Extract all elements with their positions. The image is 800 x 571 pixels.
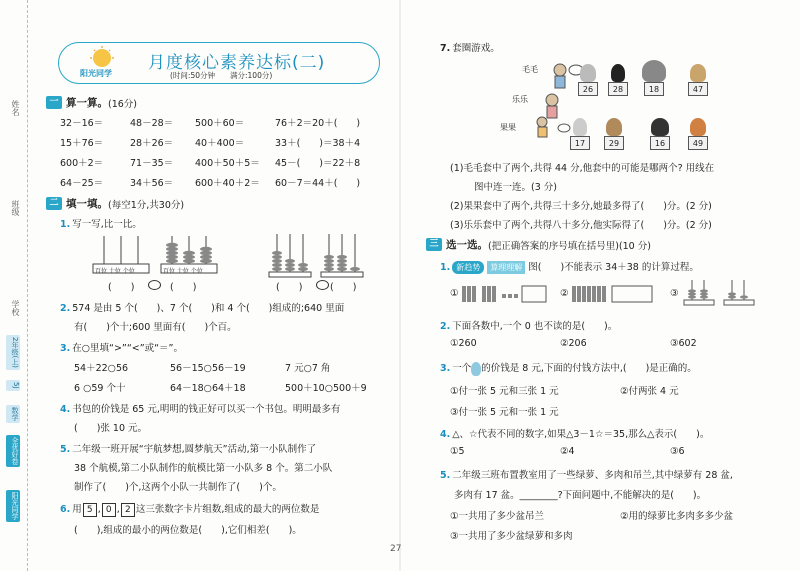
q1-text: 写一写,比一比。 xyxy=(72,219,142,230)
c2-option-2[interactable]: ②206 xyxy=(560,338,587,349)
compare-item: 6 ○59 个十 xyxy=(74,383,126,394)
new-trend-tag: 新趋势 xyxy=(452,261,484,274)
c4-text: △、☆代表不同的数字,如果△3－1☆＝35,那么△表示( )。 xyxy=(452,429,710,440)
school-label: 学校 xyxy=(11,300,20,316)
calc-item: 600＋2＝ xyxy=(60,158,104,169)
c2-option-1[interactable]: ①260 xyxy=(450,338,477,349)
c2-option-3[interactable]: ③602 xyxy=(670,338,697,349)
q5-line3: 制作了( )个,这两个小队一共制作了( )个。 xyxy=(74,482,282,493)
calc-item: 76＋2＝20＋( ) xyxy=(275,118,361,129)
q7-sub3: (3)乐乐套中了两个,共得八十多分,他实际得了( )分。(2 分) xyxy=(450,220,712,231)
kid-name-lele: 乐乐 xyxy=(512,95,528,104)
q4-line2: ( )张 10 元。 xyxy=(74,423,148,434)
panda-icon xyxy=(651,118,669,136)
section-1-heading xyxy=(46,95,137,110)
question-5 xyxy=(60,441,316,455)
c1-figure-2 xyxy=(572,284,658,304)
q4-line1: 书包的价钱是 65 元,明明的钱正好可以买一个书包。明明最多有 xyxy=(72,404,341,415)
calc-item: 500＋60＝ xyxy=(195,118,245,129)
choice-3 xyxy=(440,360,697,376)
compare-item: 500＋10○500＋9 xyxy=(285,383,367,394)
q3-number: 3. xyxy=(60,343,71,354)
c5-line2: 多肉有 17 盆。________?下面问题中,不能解决的是( )。 xyxy=(454,490,707,501)
compare-circle-1[interactable] xyxy=(148,280,161,290)
q2-number: 2. xyxy=(60,303,71,314)
q6-post: 这三张数字卡片组数,组成的最大的两位数是 xyxy=(135,504,320,515)
c5-number: 5. xyxy=(440,470,451,481)
section-3-title: 选一选。 xyxy=(446,239,488,251)
left-page xyxy=(40,0,390,571)
c3-option-1[interactable]: ①付一张 5 元和三张 1 元 xyxy=(450,386,559,397)
c4-number: 4. xyxy=(440,429,451,440)
c1-text: 图( )不能表示 34＋38 的计算过程。 xyxy=(528,262,699,273)
c1-number: 1. xyxy=(440,262,451,273)
q6-number: 6. xyxy=(60,504,71,515)
choice-5 xyxy=(440,467,733,481)
series-tag-ver: 5J xyxy=(6,380,20,391)
kid-name-maomao: 毛毛 xyxy=(522,65,538,74)
question-4 xyxy=(60,401,340,415)
q7-sub2: (2)果果套中了两个,共得三十多分,她最多得了( )分。(2 分) xyxy=(450,201,712,212)
question-7 xyxy=(440,40,500,54)
rabbit-icon xyxy=(573,118,587,136)
topic-tag: 算理理解 xyxy=(487,261,525,274)
deer-icon xyxy=(690,64,706,82)
c3-option-3[interactable]: ③付一张 5 元和一张 1 元 xyxy=(450,407,559,418)
section-3-points: (把正确答案的序号填在括号里)(10 分) xyxy=(488,240,651,252)
prize-top-3 xyxy=(642,60,666,96)
calc-item: 33＋( )＝38＋4 xyxy=(275,138,361,149)
calc-item: 400＋50＋5＝ xyxy=(195,158,260,169)
binding-margin xyxy=(0,0,28,571)
section-1-title: 算一算。 xyxy=(66,97,108,109)
c3-number: 3. xyxy=(440,363,451,374)
c2-text: 下面各数中,一个 0 也不读的是( )。 xyxy=(452,321,618,332)
question-1 xyxy=(60,216,142,230)
compare-blank-3[interactable]: ( ) xyxy=(276,282,303,293)
class-label: 班级 xyxy=(11,200,20,216)
series-tag-brand: 阳光同学 xyxy=(6,490,20,522)
prize-bottom-4 xyxy=(688,118,708,150)
choice-2 xyxy=(440,318,617,332)
q6-line2: ( ),组成的最小的两位数是( ),它们相差( )。 xyxy=(74,525,302,536)
section-2-heading xyxy=(46,196,184,211)
calc-item: 45－( )＝22＋8 xyxy=(275,158,361,169)
c5-option-3[interactable]: ③一共用了多少盆绿萝和多肉 xyxy=(450,531,573,542)
section-3-number: 三 xyxy=(426,238,442,251)
calc-item: 71－35＝ xyxy=(130,158,174,169)
q2-line2: 有( )个十;600 里面有( )个百。 xyxy=(74,322,237,333)
q2-line1: 574 是由 5 个( )、7 个( )和 4 个( )组成的;640 里面 xyxy=(72,303,345,314)
page-title: 月度核心素养达标(二) xyxy=(148,53,326,73)
c1-option-1[interactable]: ① xyxy=(450,288,459,299)
prize-value: 18 xyxy=(644,82,664,96)
abacus-3 xyxy=(268,232,312,278)
c5-line1: 二年级三班布置教室用了一些绿萝、多肉和吊兰,其中绿萝有 28 盆, xyxy=(452,470,733,481)
c4-option-1[interactable]: ①5 xyxy=(450,446,465,457)
prize-bottom-1 xyxy=(570,118,590,150)
choice-1 xyxy=(440,259,699,274)
calc-item: 600＋40＋2＝ xyxy=(195,178,260,189)
compare-item: 54＋22○56 xyxy=(74,363,129,374)
abacus-2-label: 百位 十位 个位 xyxy=(163,268,203,275)
page-number: 27 xyxy=(390,544,402,554)
abacus-4 xyxy=(320,232,364,278)
c5-option-2[interactable]: ②用的绿萝比多肉多多少盆 xyxy=(620,511,734,522)
ice-cream-icon xyxy=(471,362,481,376)
series-tag-grade: 2年级(上) xyxy=(6,335,20,370)
section-1-points: (16分) xyxy=(108,98,138,110)
section-2-number: 二 xyxy=(46,197,62,210)
kid-name-guoguo: 果果 xyxy=(500,123,516,132)
page-spine xyxy=(399,0,401,571)
digit-card: 0 xyxy=(102,503,116,517)
c1-figure-3 xyxy=(682,278,768,306)
section-3-heading xyxy=(426,237,651,252)
calc-item: 28＋26＝ xyxy=(130,138,174,149)
q7-sub1: (1)毛毛套中了两个,共得 44 分,他套中的可能是哪两个? 用线在 xyxy=(450,163,715,174)
question-2 xyxy=(60,300,344,314)
compare-circle-2[interactable] xyxy=(316,280,329,290)
prize-value: 26 xyxy=(578,82,598,96)
prize-top-1 xyxy=(578,64,598,96)
c3-text2: 的价钱是 8 元,下面的付钱方法中,( )是正确的。 xyxy=(481,363,697,374)
section-1-number: 一 xyxy=(46,96,62,109)
calc-item: 60－7＝44＋( ) xyxy=(275,178,361,189)
prize-top-2 xyxy=(608,64,628,96)
q7-number: 7. xyxy=(440,43,451,54)
c1-option-2[interactable]: ② xyxy=(560,288,569,299)
compare-blank-1[interactable]: ( ) xyxy=(108,282,135,293)
prize-value: 47 xyxy=(688,82,708,96)
prize-value: 49 xyxy=(688,136,708,150)
compare-item: 64－18○64＋18 xyxy=(170,383,246,394)
digit-card: 2 xyxy=(121,503,135,517)
question-3 xyxy=(60,340,183,354)
prize-top-4 xyxy=(688,64,708,96)
elephant-icon xyxy=(642,60,666,82)
compare-item: 56－15○56－19 xyxy=(170,363,246,374)
c4-option-3[interactable]: ③6 xyxy=(670,446,685,457)
compare-item: 7 元○7 角 xyxy=(285,363,331,374)
time-score-info: (时间:50分钟 满分:100分) xyxy=(170,71,273,80)
penguin-icon xyxy=(611,64,625,82)
q5-line2: 38 个航模,第二小队制作的航模比第一小队多 8 个。第二小队 xyxy=(74,463,333,474)
c2-number: 2. xyxy=(440,321,451,332)
c4-option-2[interactable]: ②4 xyxy=(560,446,575,457)
q3-text: 在○里填“>”“<”或“＝”。 xyxy=(72,343,183,354)
q6-pre: 用 xyxy=(72,504,82,515)
c3-text: 一个 xyxy=(452,363,472,374)
choice-4 xyxy=(440,426,709,440)
prize-bottom-2 xyxy=(604,118,624,150)
prize-value: 28 xyxy=(608,82,628,96)
q7-text: 套圈游戏。 xyxy=(452,43,500,54)
logo-text: 阳光同学 xyxy=(80,69,112,78)
monkey-icon xyxy=(606,118,622,136)
c3-option-2[interactable]: ②付两张 4 元 xyxy=(620,386,679,397)
calc-item: 64－25＝ xyxy=(60,178,104,189)
calc-item: 32－16＝ xyxy=(60,118,104,129)
question-6: 6. 用 5 , 0 , 2 这三张数字卡片组数,组成的最大的两位数是 xyxy=(60,504,320,515)
prize-icon xyxy=(580,64,596,82)
calc-item: 34＋56＝ xyxy=(130,178,174,189)
calc-item: 48－28＝ xyxy=(130,118,174,129)
right-page xyxy=(420,0,790,571)
c1-figure-1 xyxy=(462,284,548,304)
series-tag-quality: 全优好卷 xyxy=(6,435,20,467)
q4-number: 4. xyxy=(60,404,71,415)
rooster-icon xyxy=(690,118,706,136)
prize-value: 17 xyxy=(570,136,590,150)
abacus-1-label: 百位 十位 个位 xyxy=(95,268,135,275)
prize-value: 29 xyxy=(604,136,624,150)
compare-blank-4[interactable]: ( ) xyxy=(330,282,357,293)
calc-item: 40＋400＝ xyxy=(195,138,245,149)
c5-option-1[interactable]: ①一共用了多少盆吊兰 xyxy=(450,511,545,522)
series-tag-subject: 数学 xyxy=(6,405,20,423)
prize-value: 16 xyxy=(650,136,670,150)
section-2-points: (每空1分,共30分) xyxy=(108,199,185,211)
compare-blank-2[interactable]: ( ) xyxy=(170,282,197,293)
q5-line1: 二年级一班开展“宇航梦想,圆梦航天”活动,第一小队制作了 xyxy=(72,444,317,455)
q1-number: 1. xyxy=(60,219,71,230)
q5-number: 5. xyxy=(60,444,71,455)
section-2-title: 填一填。 xyxy=(66,198,108,210)
name-label: 姓名 xyxy=(11,100,20,116)
calc-item: 15＋76＝ xyxy=(60,138,104,149)
c1-option-3[interactable]: ③ xyxy=(670,288,679,299)
digit-card: 5 xyxy=(83,503,97,517)
q7-sub1b: 图中连一连。(3 分) xyxy=(474,182,557,193)
prize-bottom-3 xyxy=(650,118,670,150)
